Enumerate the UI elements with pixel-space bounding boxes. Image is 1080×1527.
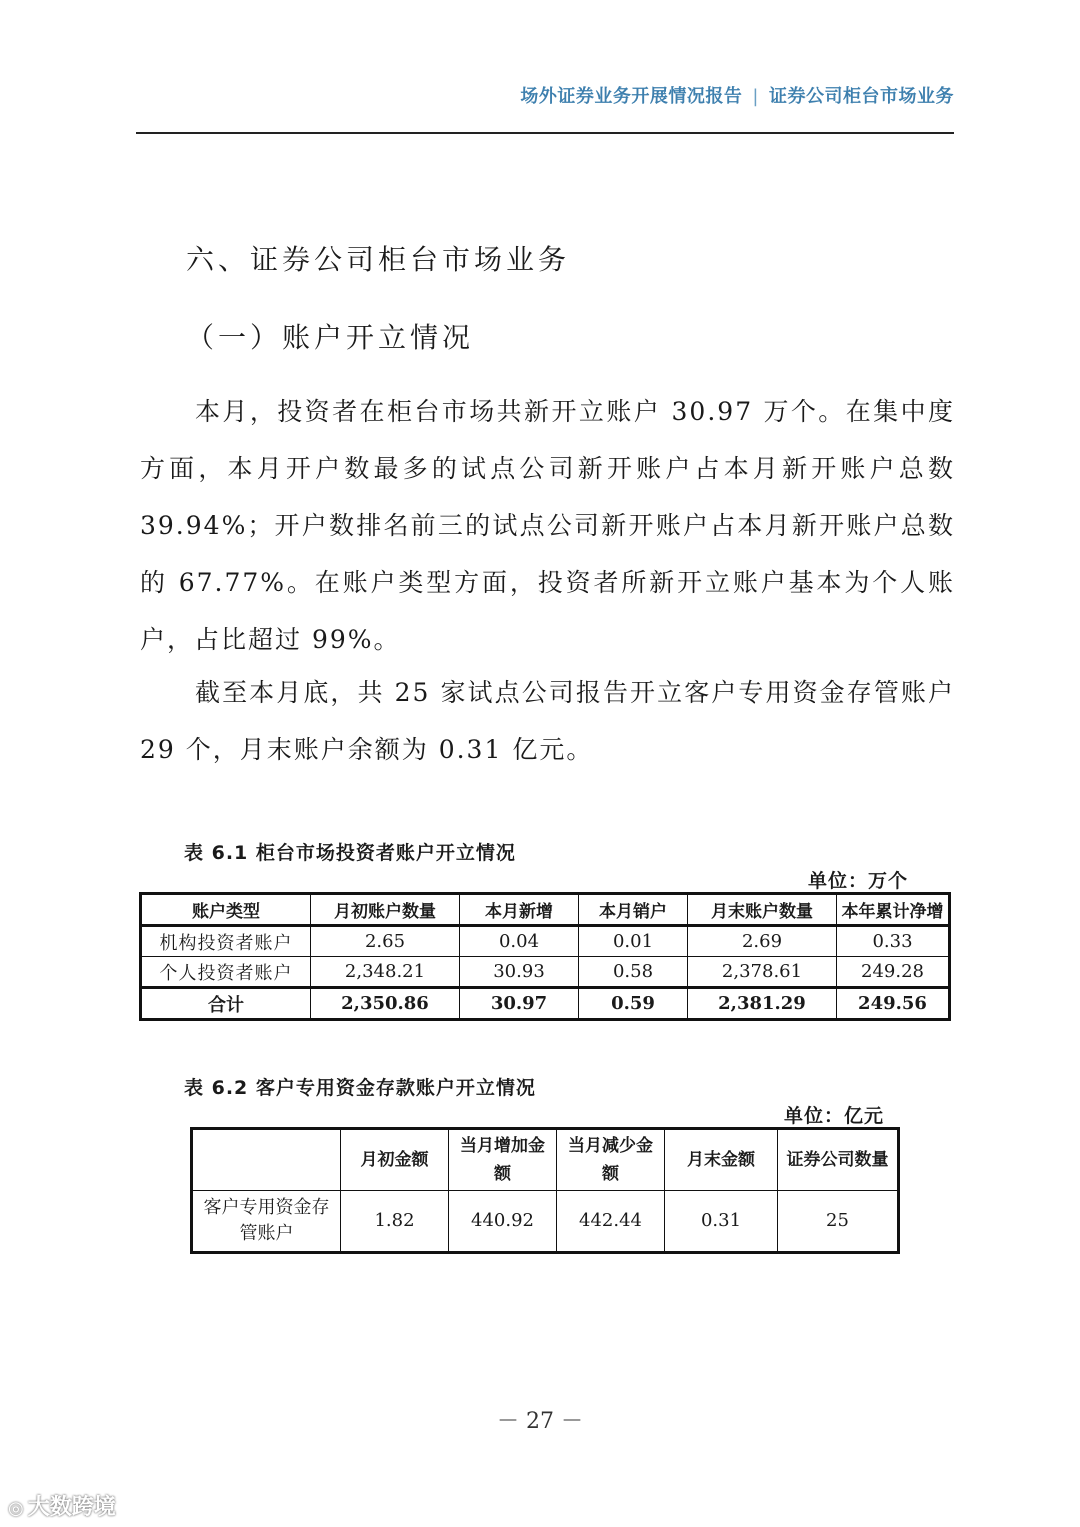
column-header: 本年累计净增 — [837, 894, 950, 926]
header-report-title: 场外证券业务开展情况报告 — [520, 86, 743, 107]
table1-caption: 表 6.1 柜台市场投资者账户开立情况 — [184, 842, 516, 864]
header-divider — [136, 132, 954, 134]
row-label: 客户专用资金存管账户 — [192, 1191, 341, 1253]
paragraph-account-opening: 本月，投资者在柜台市场共新开立账户 30.97 万个。在集中度方面，本月开户数最多的试点公司新开账户占本月新开账户总数 39.94%；开户数排名前三的试点公司新开账户占本月新开账户总数的 67.77%。在账户类型方面，投资者所新开立账户基本为个人账户，占比超过 99%。 — [140, 397, 955, 654]
table-cell: 30.93 — [460, 957, 579, 988]
row-label: 合计 — [141, 988, 311, 1020]
table-cell: 2.65 — [311, 926, 460, 957]
running-header — [136, 82, 954, 108]
table-cell: 440.92 — [449, 1191, 557, 1253]
table-cell: 2.69 — [688, 926, 837, 957]
column-header: 月末金额 — [665, 1129, 778, 1191]
column-header: 账户类型 — [141, 894, 311, 926]
table-cell: 0.01 — [579, 926, 688, 957]
header-separator: | — [752, 86, 759, 107]
table-cell: 2,381.29 — [688, 988, 837, 1020]
column-header: 证券公司数量 — [778, 1129, 899, 1191]
row-label: 个人投资者账户 — [141, 957, 311, 988]
column-header: 当月减少金额 — [557, 1129, 665, 1191]
watermark-text: 大数跨境 — [27, 1495, 116, 1520]
column-header: 本月销户 — [579, 894, 688, 926]
table-cell: 249.56 — [837, 988, 950, 1020]
custody-accounts-table — [190, 1127, 900, 1254]
table-cell: 2,348.21 — [311, 957, 460, 988]
table-cell: 2,350.86 — [311, 988, 460, 1020]
investor-accounts-table — [139, 892, 951, 1021]
table-total-row — [141, 988, 950, 1020]
paragraph-custody-accounts: 截至本月底，共 25 家试点公司报告开立客户专用资金存管账户 29 个，月末账户余额为 0.31 亿元。 — [140, 678, 955, 764]
table-row — [141, 957, 950, 988]
table2-caption: 表 6.2 客户专用资金存款账户开立情况 — [184, 1077, 536, 1099]
table2-unit: 单位：亿元 — [784, 1105, 885, 1127]
table-cell: 0.58 — [579, 957, 688, 988]
page-number: － 27 － — [497, 1409, 583, 1434]
column-header: 当月增加金额 — [449, 1129, 557, 1191]
table-cell: 0.33 — [837, 926, 950, 957]
table-row — [141, 926, 950, 957]
section-title: 六、证券公司柜台市场业务 — [186, 243, 571, 276]
table-cell: 25 — [778, 1191, 899, 1253]
column-header: 月初金额 — [341, 1129, 449, 1191]
table-cell: 0.31 — [665, 1191, 778, 1253]
table-cell: 0.04 — [460, 926, 579, 957]
table-cell: 30.97 — [460, 988, 579, 1020]
table-cell: 1.82 — [341, 1191, 449, 1253]
column-header: 本月新增 — [460, 894, 579, 926]
brand-logo-icon: ◎ — [8, 1498, 24, 1519]
table-row — [192, 1191, 899, 1253]
column-header: 月末账户数量 — [688, 894, 837, 926]
column-header: 月初账户数量 — [311, 894, 460, 926]
table-cell: 249.28 — [837, 957, 950, 988]
table-cell: 0.59 — [579, 988, 688, 1020]
column-header — [192, 1129, 341, 1191]
table1-unit: 单位：万个 — [808, 870, 909, 892]
subsection-title: （一）账户开立情况 — [186, 321, 475, 354]
table-header-row — [192, 1129, 899, 1191]
table-cell: 442.44 — [557, 1191, 665, 1253]
header-chapter-title: 证券公司柜台市场业务 — [769, 86, 954, 107]
watermark — [8, 1490, 116, 1521]
table-cell: 2,378.61 — [688, 957, 837, 988]
row-label: 机构投资者账户 — [141, 926, 311, 957]
table-header-row — [141, 894, 950, 926]
